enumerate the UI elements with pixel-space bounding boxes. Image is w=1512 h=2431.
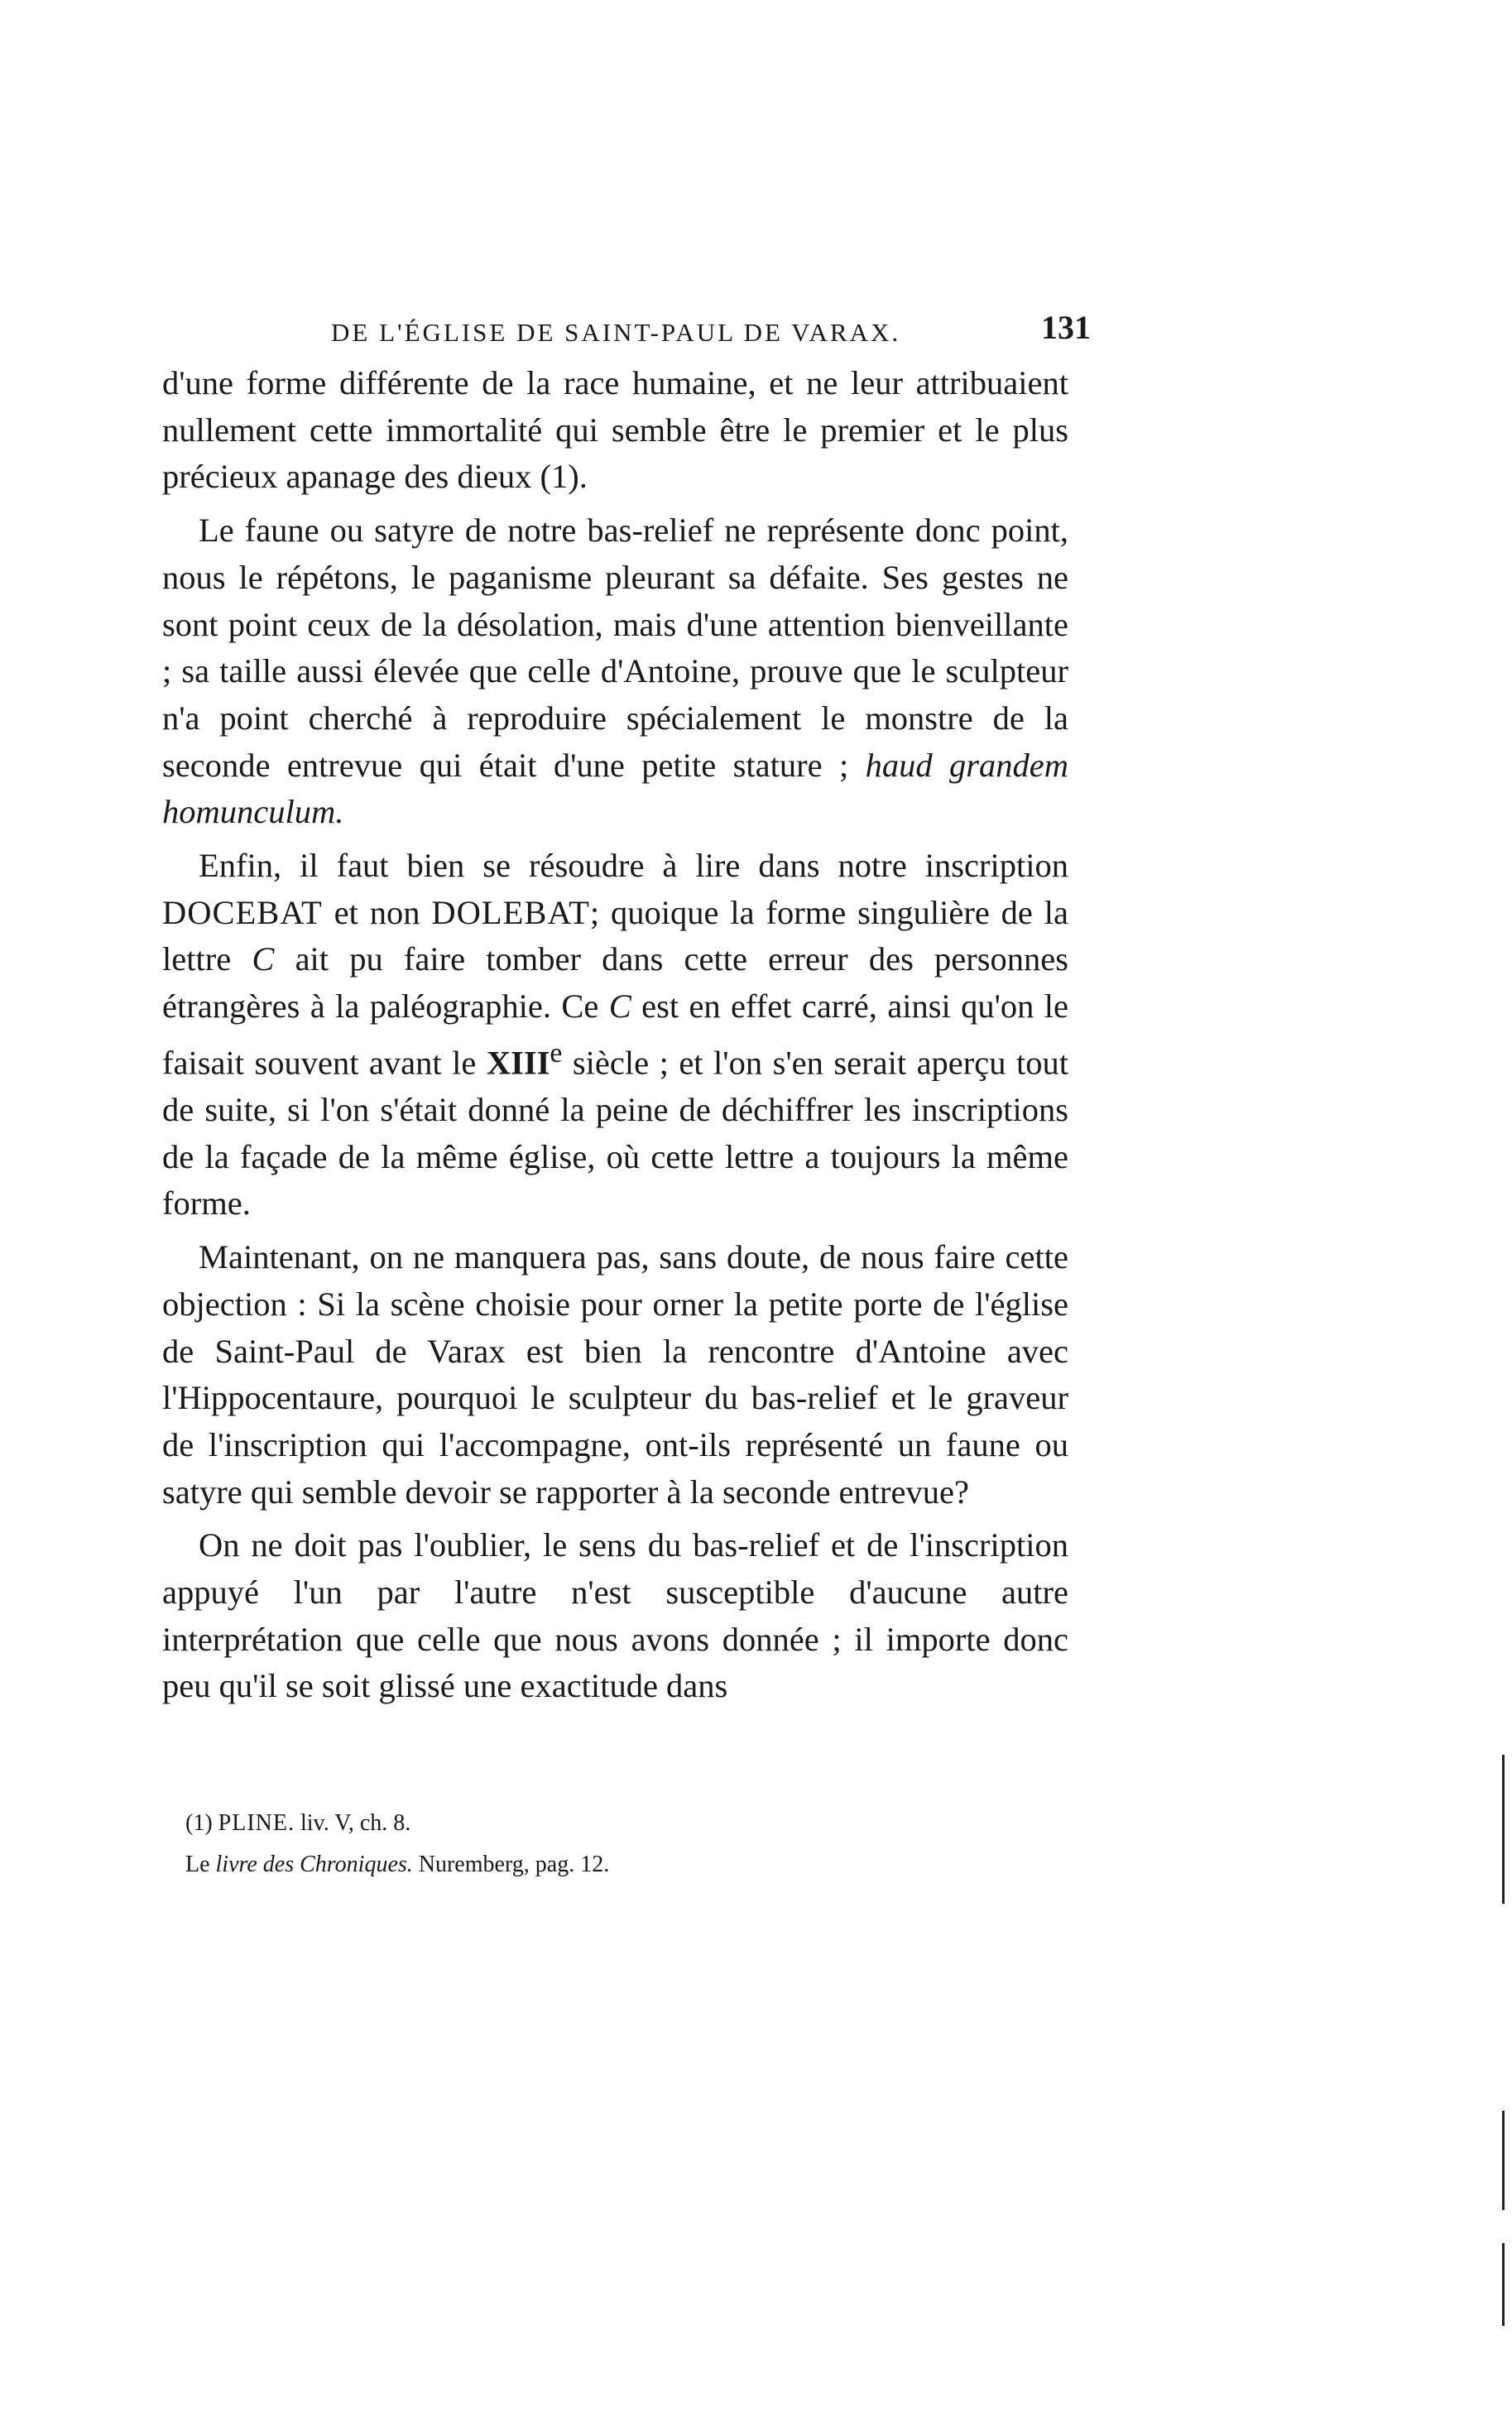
- letter-c-1: C: [252, 940, 275, 978]
- scan-edge-mark: [1502, 2243, 1505, 2326]
- footnote-2-ref: Nuremberg, pag. 12.: [418, 1852, 610, 1877]
- footnote-1-marker: (1): [185, 1810, 213, 1836]
- footnote-1-ref: liv. V, ch. 8.: [300, 1810, 411, 1836]
- paragraph-3-text-e: est en effet carré, ainsi qu'on le faisait souvent avant le: [162, 987, 1069, 1082]
- century-numeral: XIII: [486, 1044, 550, 1082]
- scan-edge-marks: [1502, 1755, 1505, 2334]
- paragraph-4: [162, 1234, 1068, 1516]
- paragraph-3-text-c: ; quoique la forme singulière de la lettre: [162, 893, 1069, 978]
- paragraph-4-text: Maintenant, on ne manquera pas, sans doute, de nous faire cette objection : Si la scène choisie pour orner la petite porte de l'église de Saint-Paul de Varax est bien la rencontre d'Antoine avec l'Hippocentaure, pourquoi le sculpteur du bas-relief et le graveur de l'inscription qui l'accompagne, ont-ils représenté un faune ou satyre qui semble devoir se rapporter à la seconde entrevue?: [162, 1238, 1068, 1511]
- century-superscript: e: [550, 1037, 563, 1069]
- scan-edge-mark: [1502, 1755, 1505, 1904]
- word-dolebat: DOLEBAT: [431, 893, 590, 931]
- footnote-2-title: livre des Chroniques.: [215, 1852, 413, 1877]
- body-text: [162, 360, 1068, 1717]
- footnotes: [185, 1803, 930, 1886]
- page-number: 131: [1041, 309, 1091, 346]
- paragraph-5: [162, 1522, 1068, 1710]
- paragraph-3-text-a: Enfin, il faut bien se résoudre à lire dans notre inscription: [199, 847, 1068, 885]
- page-header: [331, 308, 1091, 358]
- paragraph-3-text-d: ait pu faire tomber dans cette erreur des personnes étrangères à la paléographie. Ce: [162, 940, 1069, 1026]
- paragraph-3: [162, 843, 1068, 1228]
- paragraph-3-text-b: et non: [334, 893, 420, 931]
- footnote-2: [185, 1844, 930, 1886]
- running-title: DE L'ÉGLISE DE SAINT-PAUL DE VARAX.: [331, 318, 901, 347]
- footnote-1-author: PLINE.: [218, 1810, 295, 1836]
- paragraph-3-text-f: siècle ; et l'on s'en serait aperçu tout de suite, si l'on s'était donné la peine de déchiffrer les inscriptions de la façade de la même église, où cette lettre a toujours la même forme.: [162, 1044, 1068, 1223]
- paragraph-2-text: Le faune ou satyre de notre bas-relief ne représente donc point, nous le répétons, le paganisme pleurant sa défaite. Ses gestes ne sont point ceux de la désolation, mais d'une attention bienveillante ; sa taille aussi élevée que celle d'Antoine, prouve que le sculpteur n'a point cherché à reproduire spécialement le monstre de la seconde entrevue qui était d'une petite stature ;: [162, 512, 1068, 784]
- scan-edge-mark: [1502, 2111, 1505, 2210]
- paragraph-5-text: On ne doit pas l'oublier, le sens du bas-relief et de l'inscription appuyé l'un par l'autre n'est susceptible d'aucune autre interprétation que celle que nous avons donnée ; il importe donc peu qu'il se soit glissé une exactitude dans: [162, 1526, 1068, 1705]
- letter-c-2: C: [608, 987, 631, 1026]
- word-docebat: DOCEBAT: [162, 893, 323, 931]
- footnote-1: [185, 1803, 930, 1844]
- latin-quote: haud grandem homunculum.: [162, 746, 1068, 831]
- paragraph-1-text: d'une forme différente de la race humaine, et ne leur attribuaient nullement cette immortalité qui semble être le premier et le plus précieux apanage des dieux (1).: [162, 364, 1068, 496]
- paragraph-1: [162, 360, 1068, 501]
- paragraph-2: [162, 507, 1068, 836]
- footnote-2-le: Le: [185, 1852, 210, 1877]
